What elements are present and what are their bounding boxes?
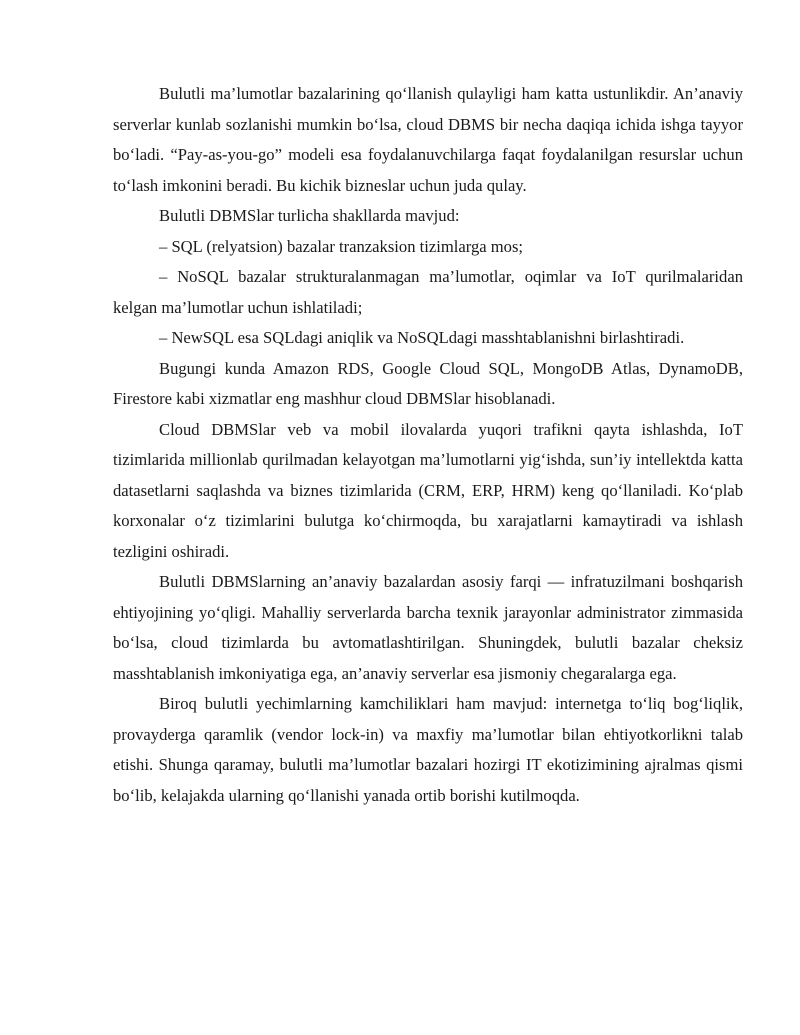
list-item-sql: – SQL (relyatsion) bazalar tranzaksion tizimlarga mos; (159, 236, 524, 256)
paragraph-popular-services: Bugungi kunda Amazon RDS, Google Cloud SQL, MongoDB Atlas, DynamoDB, Firestore kabi xizmatlar eng mashhur cloud DBMSlar hisoblanadi. (113, 358, 743, 408)
paragraph-use-cases: Cloud DBMSlar veb va mobil ilovalarda yuqori trafikni qayta ishlashda, IoT tizimlarida millionlab qurilmadan kelayotgan ma’lumotlarni yig‘ishda, sun’iy intellektda katta datasetlarni saqlashda va biznes tizimlarida (CRM, ERP, HRM) keng qo‘llaniladi. Ko‘plab korxonalar o‘z tizimlarini bulutga ko‘chirmoqda, bu xarajatlarni kamaytiradi va ishlash tezligini oshiradi. (113, 419, 743, 561)
list-item-newsql: – NewSQL esa SQLdagi aniqlik va NoSQLdagi masshtablanishni birlashtiradi. (159, 328, 685, 347)
paragraph-forms-intro: Bulutli DBMSlar turlicha shakllarda mavjud: (159, 206, 460, 225)
paragraph-differences: Bulutli DBMSlarning an’anaviy bazalardan asosiy farqi — infratuzilmani boshqarish ehtiyojining yo‘qligi. Mahalliy serverlarda barcha texnik jarayonlar administrator zimmasida bo‘lsa, cloud tizimlarda bu avtomatlashtirilgan. Shuningdek, bulutli bazalar cheksiz masshtablanish imkoniyatiga ega, an’anaviy serverlar esa jismoniy chegaralarga ega. (113, 572, 743, 683)
list-item-nosql: – NoSQL bazalar strukturalanmagan ma’lumotlar, oqimlar va IoT qurilmalaridan kelgan ma’lumotlar uchun ishlatiladi; (113, 267, 743, 317)
paragraph-usability: Bulutli ma’lumotlar bazalarining qo‘llanish qulayligi ham katta ustunlikdir. An’anaviy serverlar kunlab sozlanishi mumkin bo‘lsa, cloud DBMS bir necha daqiqa ichida ishga tayyor bo‘ladi. “Pay-as-you-go” modeli esa foydalanuvchilarga faqat foydalanilgan resurslar uchun to‘lash imkonini beradi. Bu kichik bizneslar uchun juda qulay. (113, 84, 743, 195)
document-body (113, 79, 743, 811)
paragraph-drawbacks: Biroq bulutli yechimlarning kamchiliklari ham mavjud: internetga to‘liq bog‘liqlik, provayderga qaramlik (vendor lock-in) va maxfiy ma’lumotlar bilan ehtiyotkorlikni talab etishi. Shunga qaramay, bulutli ma’lumotlar bazalari hozirgi IT ekotizimining ajralmas qismi bo‘lib, kelajakda ularning qo‘llanishi yanada ortib borishi kutilmoqda. (113, 694, 743, 805)
